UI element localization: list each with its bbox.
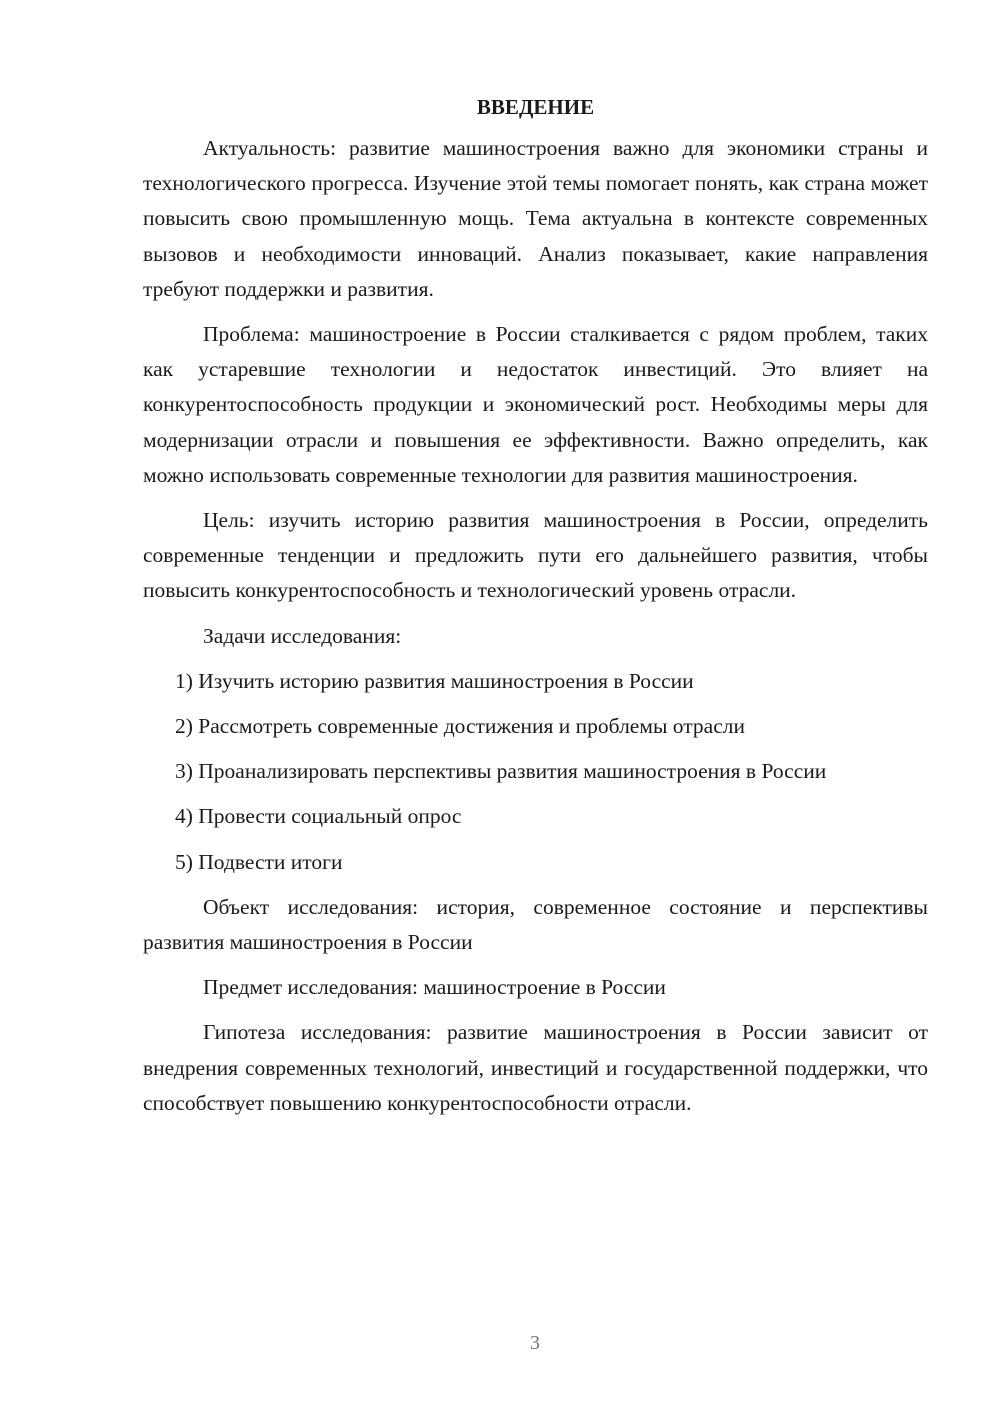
- task-item: 3) Проанализировать перспективы развития машиностроения в России: [175, 759, 827, 784]
- page-title: ВВЕДЕНИЕ: [476, 95, 595, 119]
- task-item: 2) Рассмотреть современные достижения и проблемы отрасли: [175, 714, 745, 739]
- paragraph-object: Объект исследования: история, современное состояние и перспективы развития машиностроения в России: [143, 894, 928, 955]
- page-number: 3: [530, 1332, 540, 1354]
- paragraph-problem: Проблема: машиностроение в России сталкивается с рядом проблем, таких как устаревшие технологии и недостаток инвестиций. Это влияет на конкурентоспособность продукции и экономический рост. Необходимы меры для модернизации отрасли и повышения ее эффективности. Важно определить, как можно использовать современные технологии для развития машиностроения.: [143, 322, 928, 487]
- task-item: 4) Провести социальный опрос: [175, 804, 462, 829]
- task-item: 1) Изучить историю развития машиностроения в России: [175, 668, 694, 693]
- paragraph-subject: Предмет исследования: машиностроение в России: [203, 975, 666, 1000]
- paragraph-hypothesis: Гипотеза исследования: развитие машиностроения в России зависит от внедрения современных технологий, инвестиций и государственной поддержки, что способствует повышению конкурентоспособности отрасли.: [143, 1020, 928, 1115]
- paragraph-tasks-heading: Задачи исследования:: [203, 623, 402, 648]
- paragraph-relevance: Актуальность: развитие машиностроения важно для экономики страны и технологического прогресса. Изучение этой темы помогает понять, как страна может повысить свою промышленную мощь. Тема актуальна в контексте современных вызовов и необходимости инноваций. Анализ показывает, какие направления требуют поддержки и развития.: [143, 136, 928, 301]
- paragraph-goal: Цель: изучить историю развития машиностроения в России, определить современные тенденции и предложить пути его дальнейшего развития, чтобы повысить конкурентоспособность и технологический уровень отрасли.: [143, 508, 928, 603]
- document-page: [143, 90, 928, 1131]
- task-item: 5) Подвести итоги: [175, 849, 343, 874]
